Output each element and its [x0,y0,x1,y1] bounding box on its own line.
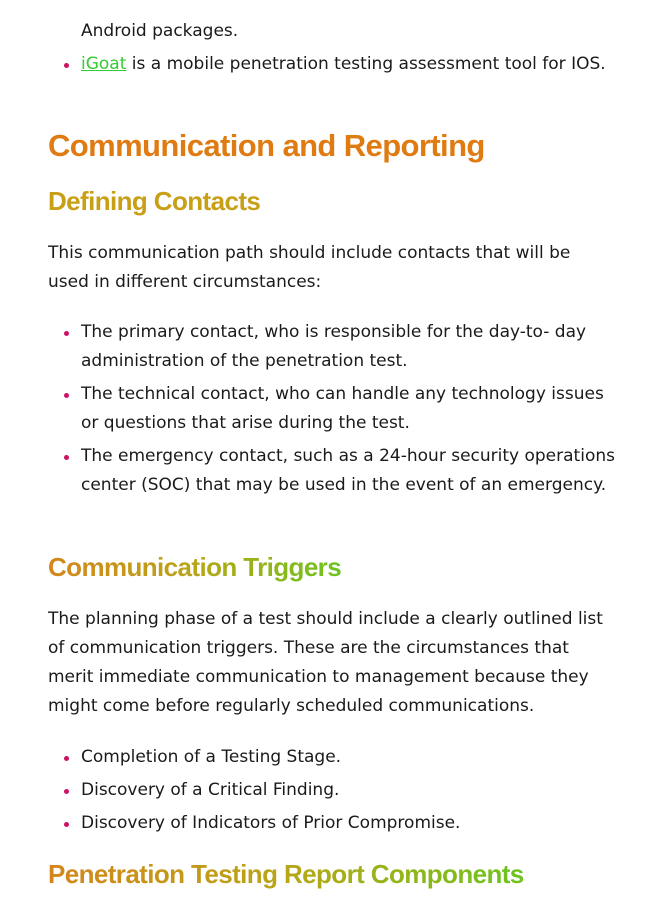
list-item: The primary contact, who is responsible for the day-to- day administration of the penetration test. [81,318,616,376]
list-item-text: is a mobile penetration testing assessment tool for IOS. [126,54,606,74]
tools-list [81,17,621,83]
list-item [81,17,621,46]
report-components-heading: Penetration Testing Report Components [48,859,524,889]
communication-reporting-heading: Communication and Reporting [48,128,485,163]
defining-contacts-intro: This communication path should include contacts that will be used in different circumstances: [48,243,571,292]
list-item: The emergency contact, such as a 24-hour security operations center (SOC) that may be used in the event of an emergency. [81,442,616,500]
list-item: Completion of a Testing Stage. [81,743,616,772]
communication-triggers-heading: Communication Triggers [48,552,342,582]
list-item: The technical contact, who can handle any technology issues or questions that arise during the test. [81,380,616,438]
igoat-link[interactable]: iGoat [81,54,127,74]
triggers-list [81,743,616,842]
list-item [81,50,621,79]
defining-contacts-heading: Defining Contacts [48,186,261,216]
contacts-list [81,318,616,504]
list-item: Discovery of a Critical Finding. [81,776,616,805]
list-item: Discovery of Indicators of Prior Compromise. [81,809,616,838]
list-item-text: Android packages. [81,21,239,41]
communication-triggers-intro: The planning phase of a test should include a clearly outlined list of communication triggers. These are the circumstances that merit immediate communication to management because they might come before regularly scheduled communications. [48,609,603,716]
